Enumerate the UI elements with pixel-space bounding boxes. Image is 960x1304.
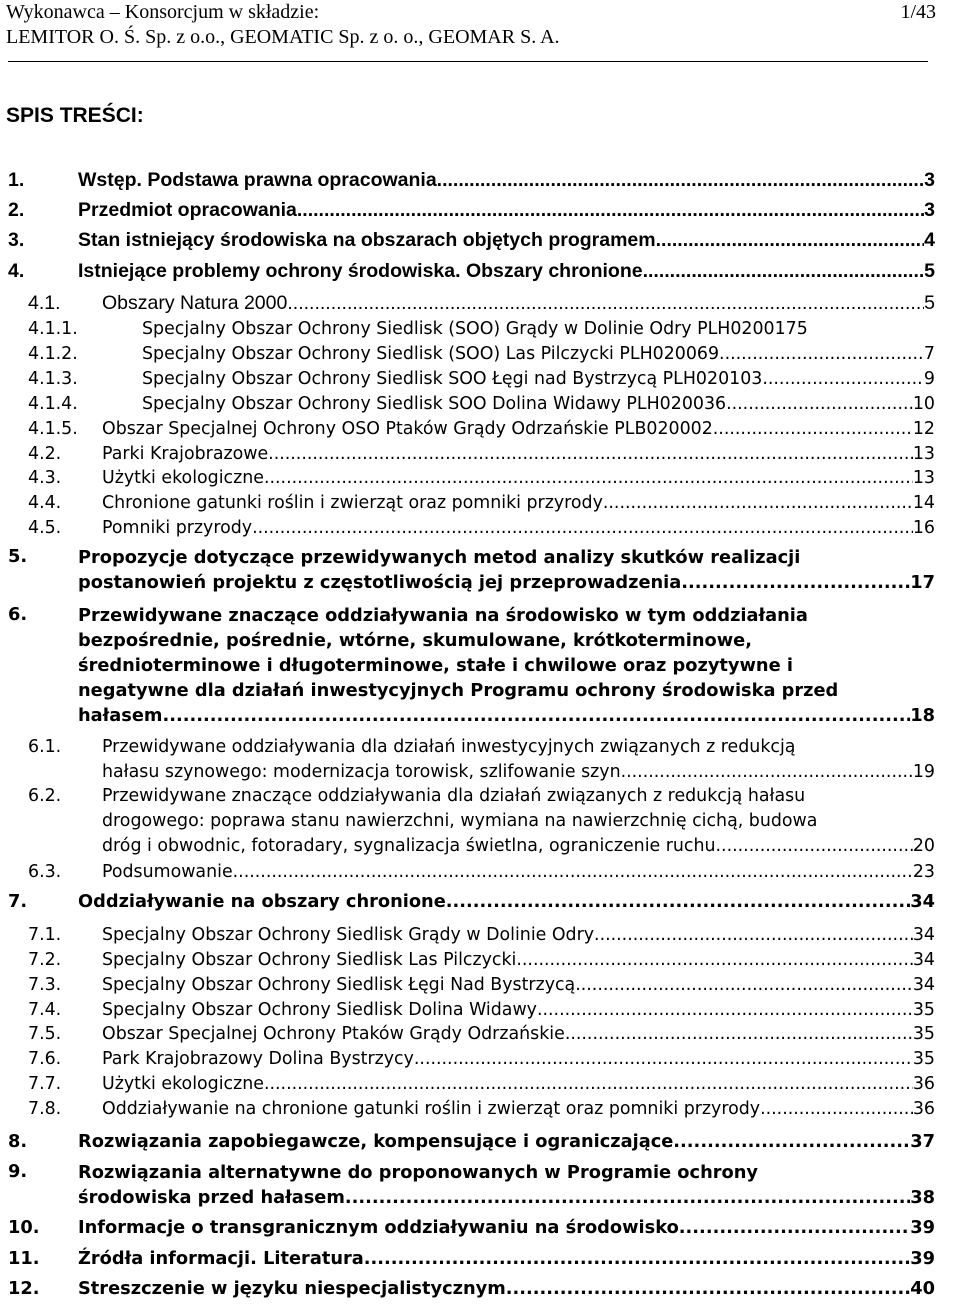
document-header [6, 0, 936, 50]
toc-entry-line [102, 923, 935, 947]
dot-leader [762, 367, 924, 391]
toc-entry-page: 13 [912, 444, 935, 464]
contractor-label: Wykonawca – Konsorcjum w składzie: [6, 1, 320, 23]
toc-entry-line [78, 545, 935, 570]
page-number: 1/43 [900, 1, 936, 23]
dot-leader [268, 442, 913, 466]
toc-entry-title: Specjalny Obszar Ochrony Siedlisk Łęgi Nad Bystrzycą [102, 975, 576, 995]
toc-entry-title: Przewidywane znaczące oddziaływania dla działań związanych z redukcją hałasu [102, 786, 806, 806]
toc-entry-page: 5 [924, 260, 935, 282]
toc-entry-line [78, 603, 935, 628]
toc-entry-line [78, 259, 935, 283]
toc-entry-title: Specjalny Obszar Ochrony Siedlisk Grądy w Dolinie Odry [102, 925, 595, 945]
toc-title: SPIS TREŚCI: [6, 104, 144, 127]
toc-entry-number: 4.2. [28, 444, 62, 464]
toc-entry-title: postanowień projektu z częstotliwością jej przeprowadzenia [78, 572, 682, 593]
toc-entry-line [142, 392, 935, 416]
toc-entry-line [78, 628, 935, 653]
toc-entry-number: 12. [8, 1278, 40, 1299]
toc-entry-page: 13 [912, 468, 935, 488]
toc-entry-title: Chronione gatunki roślin i zwierząt oraz pomniki przyrody [102, 493, 603, 513]
dot-leader [287, 291, 924, 315]
dot-leader [673, 1130, 910, 1154]
toc-entry-page: 12 [912, 419, 935, 439]
toc-entry-title: Rozwiązania alternatywne do proponowanych w Programie ochrony [78, 1162, 758, 1183]
toc-entry-page: 37 [910, 1131, 935, 1152]
toc-entry-page: 34 [912, 950, 935, 970]
toc-entry-title: Specjalny Obszar Ochrony Siedlisk SOO Łęgi nad Bystrzycą PLH020103 [142, 369, 763, 389]
toc-entry-line [78, 890, 935, 914]
dot-leader [297, 198, 924, 222]
dot-leader [716, 834, 913, 859]
toc-entry-title: hałasem [78, 705, 163, 726]
toc-entry-page: 40 [910, 1278, 935, 1299]
toc-entry-number: 4.1.5. [28, 419, 78, 439]
dot-leader [162, 703, 910, 728]
toc-entry-line [78, 198, 935, 222]
toc-entry-title: Przewidywane znaczące oddziaływania na środowisko w tym oddziałania [78, 605, 808, 626]
toc-entry-number: 9. [8, 1161, 28, 1182]
toc-entry-page: 3 [924, 199, 935, 221]
toc-entry-line [142, 317, 940, 341]
dot-leader [719, 342, 924, 366]
toc-entry-line [102, 834, 935, 859]
toc-entry-title: Rozwiązania zapobiegawcze, kompensujące i ograniczające [78, 1131, 674, 1152]
toc-entry-line [102, 1047, 935, 1071]
toc-entry-line [142, 342, 935, 366]
toc-entry-line [142, 367, 935, 391]
toc-entry-title: Użytki ekologiczne [102, 1074, 264, 1094]
toc-entry-line [78, 1216, 935, 1240]
toc-entry-page: 9 [923, 369, 935, 389]
dot-leader [537, 998, 913, 1022]
dot-leader [643, 259, 925, 283]
header-divider [8, 61, 928, 62]
toc-entry-title: hałasu szynowego: modernizacja torowisk, szlifowanie szyn [102, 762, 621, 782]
toc-entry-line [102, 735, 935, 760]
toc-entry-title: Podsumowanie [102, 862, 233, 882]
toc-entry-page: 35 [912, 1024, 935, 1044]
toc-entry-number: 4.5. [28, 518, 62, 538]
toc-entry-page: 35 [912, 1000, 935, 1020]
dot-leader [506, 1277, 910, 1301]
toc-entry-line [102, 860, 935, 884]
dot-leader [437, 168, 924, 192]
toc-entry-number: 4.1.1. [28, 319, 78, 339]
dot-leader [414, 1047, 913, 1071]
dot-leader [264, 1072, 913, 1096]
toc-entry-page: 5 [924, 292, 935, 314]
dot-leader [345, 1185, 910, 1210]
toc-entry-number: 6.3. [28, 862, 62, 882]
toc-entry-number: 7. [8, 891, 28, 912]
dot-leader [726, 392, 913, 416]
toc-entry-line [78, 1277, 935, 1301]
toc-entry-title: bezpośrednie, pośrednie, wtórne, skumulowane, krótkoterminowe, [78, 630, 752, 651]
dot-leader [364, 1247, 910, 1271]
toc-entry-number: 11. [8, 1248, 40, 1269]
toc-entry-number: 5. [8, 546, 28, 567]
toc-entry-line [78, 703, 935, 728]
toc-entry-title: Streszczenie w języku niespecjalistycznym [78, 1278, 506, 1299]
header-line-2: LEMITOR O. Ś. Sp. z o.o., GEOMATIC Sp. z o. o., GEOMAR S. A. [6, 26, 560, 48]
toc-entry-line [102, 784, 935, 809]
dot-leader [713, 417, 913, 441]
toc-entry-page: 19 [912, 762, 935, 782]
toc-entry-page: 16 [912, 518, 935, 538]
toc-entry-number: 4.3. [28, 468, 62, 488]
toc-entry-line [102, 466, 935, 490]
toc-entry-line [78, 1160, 935, 1185]
toc-entry-page: 23 [912, 862, 935, 882]
toc-entry-number: 7.5. [28, 1024, 62, 1044]
toc-entry-title: Oddziaływanie na obszary chronione [78, 891, 446, 912]
toc-entry-title: dróg i obwodnic, fotoradary, sygnalizacja świetlna, ograniczenie ruchu [102, 836, 716, 856]
toc-entry-line [78, 1130, 935, 1154]
toc-entry-number: 4.1.3. [28, 369, 78, 389]
toc-entry-number: 4.1.2. [28, 344, 78, 364]
toc-entry-number: 8. [8, 1131, 28, 1152]
dot-leader [446, 890, 910, 914]
toc-entry-page: 36 [912, 1099, 935, 1119]
toc-entry-line [102, 948, 935, 972]
dot-leader [656, 228, 925, 252]
toc-entry-line [102, 491, 935, 515]
toc-entry-number: 4.4. [28, 493, 62, 513]
toc-entry-title: Obszary Natura 2000 [102, 292, 288, 314]
dot-leader [565, 1022, 913, 1046]
toc-entry-number: 7.2. [28, 950, 62, 970]
toc-entry-number: 7.1. [28, 925, 62, 945]
dot-leader [679, 1216, 910, 1240]
toc-entry-line [102, 516, 935, 540]
toc-entry-title: Obszar Specjalnej Ochrony OSO Ptaków Grądy Odrzańskie PLB020002 [102, 419, 713, 439]
toc-entry-line [102, 417, 935, 441]
dot-leader [575, 973, 913, 997]
toc-entry-title: drogowego: poprawa stanu nawierzchni, wymiana na nawierzchnię cichą, budowa [102, 811, 818, 831]
dot-leader [233, 860, 913, 884]
toc-entry-title: Stan istniejący środowiska na obszarach objętych programem [78, 229, 656, 251]
toc-entry-line [78, 1247, 935, 1271]
toc-entry-title: Specjalny Obszar Ochrony Siedlisk (SOO) Grądy w Dolinie Odry PLH0200175 [142, 319, 808, 339]
toc-entry-title: Istniejące problemy ochrony środowiska. Obszary chronione [78, 260, 643, 282]
toc-entry-title: Wstęp. Podstawa prawna opracowania [78, 169, 437, 191]
dot-leader [760, 1097, 913, 1121]
toc-entry-line [102, 1072, 935, 1096]
toc-entry-line [78, 1185, 935, 1210]
toc-entry-page: 39 [910, 1217, 935, 1238]
toc-entry-number: 2. [8, 199, 25, 221]
toc-entry-title: Przewidywane oddziaływania dla działań inwestycyjnych związanych z redukcją [102, 737, 796, 757]
toc-entry-title: środowiska przed hałasem [78, 1187, 345, 1208]
toc-entry-title: Parki Krajobrazowe [102, 444, 269, 464]
toc-entry-page: 20 [912, 836, 935, 856]
toc-entry-line [78, 168, 935, 192]
toc-entry-number: 7.3. [28, 975, 62, 995]
toc-entry-number: 4.1.4. [28, 394, 78, 414]
toc-entry-number: 7.7. [28, 1074, 62, 1094]
toc-entry-number: 7.4. [28, 1000, 62, 1020]
toc-entry-title: Propozycje dotyczące przewidywanych metod analizy skutków realizacji [78, 547, 801, 568]
toc-entry-line [102, 973, 935, 997]
toc-entry-title: Specjalny Obszar Ochrony Siedlisk (SOO) Las Pilczycki PLH020069 [142, 344, 720, 364]
toc-entry-line [78, 570, 935, 595]
toc-entry-page: 34 [912, 925, 935, 945]
toc-entry-title: Specjalny Obszar Ochrony Siedlisk Las Pilczycki [102, 950, 517, 970]
toc-entry-line [78, 653, 935, 678]
toc-entry-title: Specjalny Obszar Ochrony Siedlisk SOO Dolina Widawy PLH020036 [142, 394, 727, 414]
toc-entry-line [102, 291, 935, 315]
toc-entry-page: 38 [910, 1187, 935, 1208]
toc-entry-page: 10 [912, 394, 935, 414]
toc-entry-line [102, 1022, 935, 1046]
toc-entry-number: 6.1. [28, 737, 62, 757]
toc-entry-page: 14 [912, 493, 935, 513]
dot-leader [264, 466, 913, 490]
toc-entry-title: średnioterminowe i długoterminowe, stałe i chwilowe oraz pozytywne i [78, 655, 793, 676]
toc-entry-number: 6.2. [28, 786, 62, 806]
toc-entry-page: 34 [910, 891, 935, 912]
dot-leader [621, 760, 913, 785]
dot-leader [681, 570, 910, 595]
toc-entry-title: Informacje o transgranicznym oddziaływaniu na środowisko [78, 1217, 679, 1238]
toc-entry-number: 6. [8, 604, 28, 625]
header-line-1 [6, 0, 936, 25]
dot-leader [603, 491, 913, 515]
toc-entry-line [102, 442, 935, 466]
toc-entry-page: 39 [910, 1248, 935, 1269]
toc-entry-title: Źródła informacji. Literatura [78, 1248, 364, 1269]
toc-entry-line [102, 998, 935, 1022]
toc-entry-title: negatywne dla działań inwestycyjnych Programu ochrony środowiska przed [78, 680, 839, 701]
toc-entry-title: Obszar Specjalnej Ochrony Ptaków Grądy Odrzańskie [102, 1024, 565, 1044]
toc-entry-title: Oddziaływanie na chronione gatunki roślin i zwierząt oraz pomniki przyrody [102, 1099, 761, 1119]
toc-entry-number: 3. [8, 229, 25, 251]
toc-entry-number: 10. [8, 1217, 40, 1238]
toc-entry-number: 7.8. [28, 1099, 62, 1119]
toc-entry-line [102, 1097, 935, 1121]
toc-entry-title: Specjalny Obszar Ochrony Siedlisk Dolina Widawy [102, 1000, 537, 1020]
toc-entry-page: 34 [912, 975, 935, 995]
toc-entry-number: 4.1. [28, 292, 61, 314]
toc-entry-number: 7.6. [28, 1049, 62, 1069]
toc-entry-line [102, 760, 935, 785]
toc-entry-title: Przedmiot opracowania [78, 199, 297, 221]
toc-entry-title: Użytki ekologiczne [102, 468, 264, 488]
toc-entry-page: 36 [912, 1074, 935, 1094]
toc-entry-line [78, 228, 935, 252]
dot-leader [516, 948, 913, 972]
dot-leader [252, 516, 913, 540]
toc-entry-page: 4 [924, 229, 935, 251]
toc-entry-title: Pomniki przyrody [102, 518, 253, 538]
toc-entry-line [78, 678, 935, 703]
toc-entry-page: 7 [923, 344, 935, 364]
toc-entry-page: 18 [910, 705, 935, 726]
toc-entry-line [102, 809, 935, 834]
toc-entry-number: 4. [8, 260, 25, 282]
toc-entry-title: Park Krajobrazowy Dolina Bystrzycy [102, 1049, 414, 1069]
toc-entry-page: 35 [912, 1049, 935, 1069]
dot-leader [594, 923, 913, 947]
toc-entry-page: 3 [924, 169, 935, 191]
toc-entry-number: 1. [8, 169, 25, 191]
toc-entry-page: 17 [910, 572, 935, 593]
